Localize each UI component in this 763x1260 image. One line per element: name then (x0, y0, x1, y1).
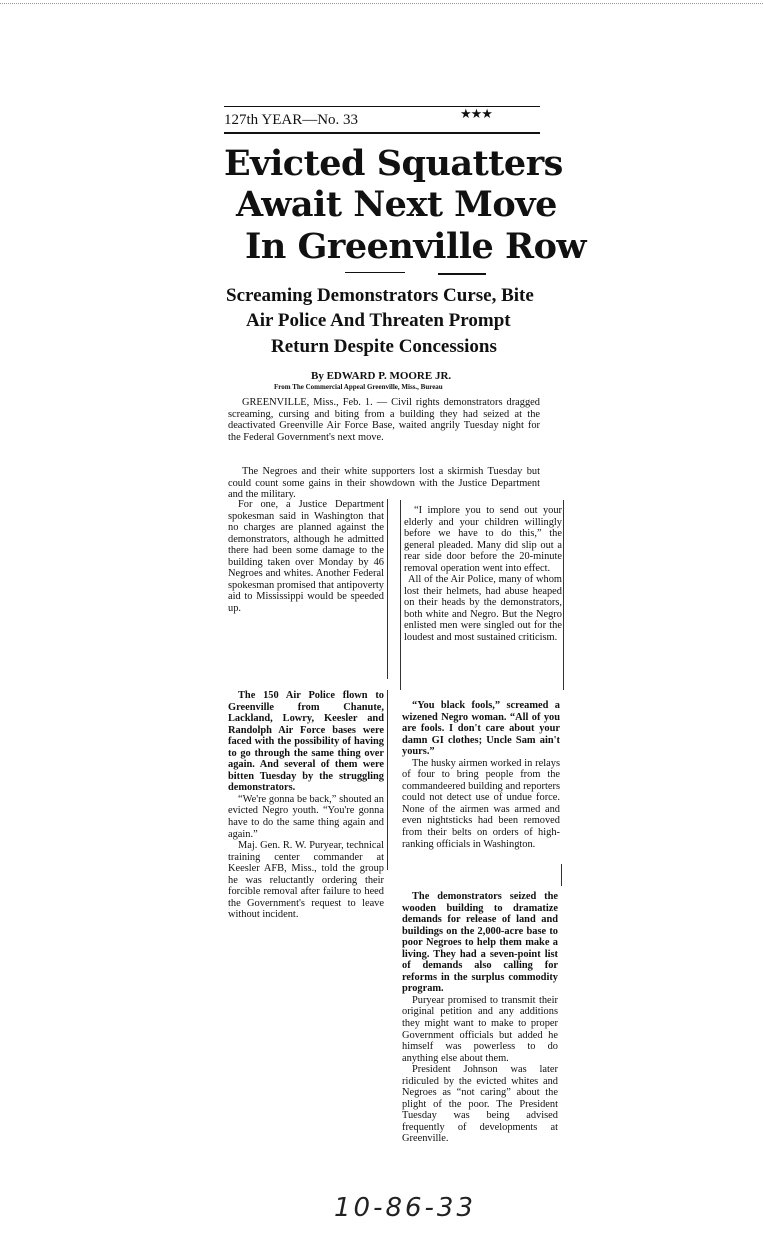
masthead-bottom-rule (224, 132, 540, 134)
headline-divider-left (345, 272, 405, 273)
byline: By EDWARD P. MOORE JR. (311, 370, 452, 382)
column-1-upper (228, 499, 384, 614)
paragraph: “We're gonna be back,” shouted an evicted Negro youth. “You're gonna have to do the same thing again and again.” (228, 793, 384, 840)
column-1-lower (228, 690, 384, 921)
column-2-middle-rule (561, 864, 562, 886)
masthead-issue: 127th YEAR—No. 33 (224, 112, 359, 128)
headline-line-1: Evicted Squatters (224, 143, 563, 184)
column-2-lower (402, 891, 558, 1145)
deck-line-1: Screaming Demonstrators Curse, Bite (226, 285, 534, 306)
paragraph: “You black fools,” screamed a wizened Negro woman. “All of you are fools. I don't care about your damn GI clothes; Uncle Sam ain't yours.” (402, 700, 560, 758)
bureau-credit: From The Commercial Appeal Greenville, Miss., Bureau (274, 383, 443, 391)
second-paragraph: The Negroes and their white supporters lost a skirmish Tuesday but could count some gains in their showdown with the Justice Department and the military. (228, 466, 540, 501)
paragraph: For one, a Justice Department spokesman said in Washington that no charges are planned against the demonstrators, although he admitted there had been some damage to the building taken over Monday by 46 Negroes and whites. Another Federal spokesman promised that antipoverty aid to Mississippi would be speeded up. (228, 499, 384, 614)
column-1-upper-rule (387, 499, 388, 679)
paragraph: “I implore you to send out your elderly and your children willingly before we have to do this,” the general pleaded. Many did slip out a rear side door before the 20-minute removal operation went into effect. (404, 505, 562, 574)
headline-line-2: Await Next Move (236, 184, 557, 225)
masthead-top-rule (224, 106, 540, 107)
edition-stars: ★★★ (460, 106, 492, 121)
paragraph: The husky airmen worked in relays of four to bring people from the commandeered building and reporters could not detect use of undue force. None of the airmen was armed and even nightsticks had been removed from their belts on orders of high-ranking officials in Washington. (402, 757, 560, 850)
column-2-upper (404, 505, 562, 644)
deck-line-2: Air Police And Threaten Prompt (246, 310, 511, 331)
handwritten-file-number: 10-86-33 (334, 1193, 477, 1223)
paragraph: President Johnson was later ridiculed by the evicted whites and Negroes as “not caring” about the plight of the poor. The President Tuesday was being advised frequently of developments at Greenville. (402, 1064, 558, 1145)
deck-line-3: Return Despite Concessions (271, 336, 497, 357)
column-1-lower-rule (387, 690, 388, 870)
headline-divider-right (438, 273, 486, 275)
column-2-box-right-rule (563, 500, 564, 690)
paragraph: Puryear promised to transmit their original petition and any additions they might want to make to proper Government officials but added he himself was powerless to do anything else about them. (402, 994, 558, 1064)
paragraph: The 150 Air Police flown to Greenville from Chanute, Lackland, Lowry, Keesler and Randolph Air Force bases were faced with the possibility of having to go through the same thing over again. And several of them were bitten Tuesday by the struggling demonstrators. (228, 690, 384, 794)
column-2-middle (402, 700, 560, 850)
scan-edge-line (0, 3, 763, 4)
lead-paragraph: GREENVILLE, Miss., Feb. 1. — Civil rights demonstrators dragged screaming, cursing and biting from a building they had seized at the deactivated Greenville Air Force Base, waited angrily Tuesday night for the Federal Government's next move. (228, 397, 540, 443)
column-2-box-left-rule (400, 500, 401, 690)
paragraph: The demonstrators seized the wooden building to dramatize demands for release of land and buildings on the 2,000-acre base to poor Negroes to help them make a living. They had a seven-point list of demands also calling for reforms in the surplus commodity program. (402, 891, 558, 995)
paragraph: All of the Air Police, many of whom lost their helmets, had abuse heaped on their heads by the demonstrators, both white and Negro. But the Negro enlisted men were singled out for the loudest and most sustained criticism. (404, 574, 562, 644)
paragraph: Maj. Gen. R. W. Puryear, technical training center commander at Keesler AFB, Miss., told the group he was reluctantly ordering their forcible removal after failure to heed the Government's request to leave without incident. (228, 840, 384, 921)
headline-line-3: In Greenville Row (245, 226, 587, 267)
